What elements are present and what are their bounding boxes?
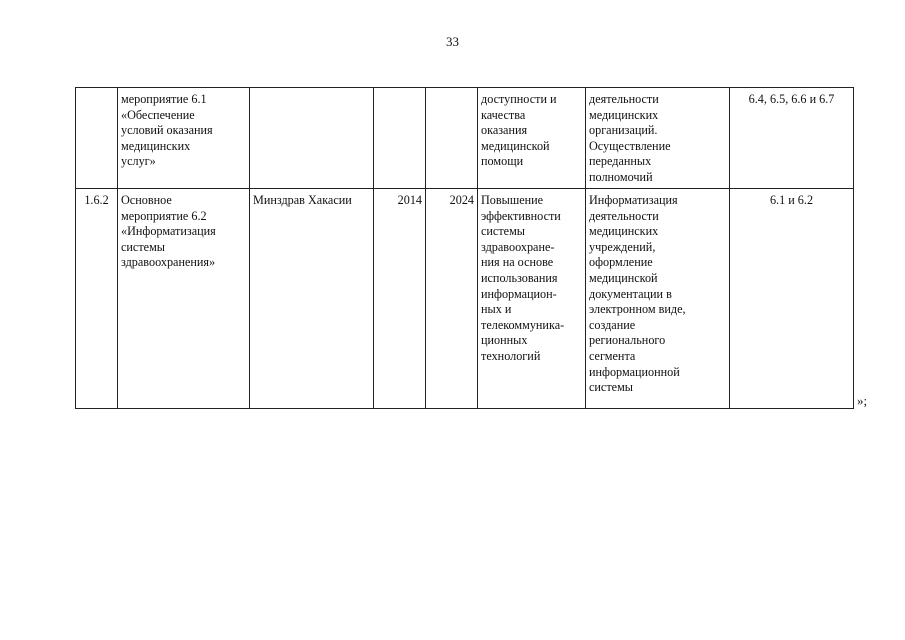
directions-line: системы <box>589 380 633 395</box>
directions-line: учреждений, <box>589 239 656 254</box>
program-activities-table <box>75 87 854 409</box>
indicators-cell: 6.1 и 6.2 <box>730 189 854 409</box>
event-line: мероприятие 6.1 <box>121 92 207 106</box>
directions-line: электронном виде, <box>589 302 686 317</box>
event-line: мероприятие 6.2 <box>121 208 207 223</box>
directions-line: медицинских <box>589 224 659 239</box>
directions-line: Информатизация <box>589 193 678 207</box>
event-line: системы <box>121 239 165 254</box>
directions-line: создание <box>589 317 636 332</box>
start-year-cell <box>374 88 426 189</box>
directions-line: медицинских <box>589 107 659 122</box>
directions-line: деятельности <box>589 208 659 223</box>
event-cell <box>118 88 250 189</box>
executor-cell <box>250 88 374 189</box>
directions-line: информационной <box>589 364 680 379</box>
event-line: здравоохранения» <box>121 255 216 270</box>
result-line: ционных <box>481 333 528 348</box>
directions-line: деятельности <box>589 92 659 106</box>
closing-quote-suffix: »; <box>857 393 868 408</box>
directions-line: организаций. <box>589 123 658 138</box>
event-line: условий оказания <box>121 123 213 138</box>
result-cell <box>478 189 586 409</box>
result-line: Повышение <box>481 193 544 207</box>
result-line: доступности и <box>481 92 557 106</box>
result-line: качества <box>481 107 526 122</box>
result-line: информацион- <box>481 286 557 301</box>
directions-line: документации в <box>589 286 672 301</box>
directions-line: оформление <box>589 255 653 270</box>
directions-line: переданных <box>589 154 652 169</box>
directions-line: полномочий <box>589 169 653 184</box>
event-line: услуг» <box>121 154 156 169</box>
start-year-cell: 2014 <box>374 189 426 409</box>
directions-line: сегмента <box>589 348 636 363</box>
page-number: 33 <box>446 34 459 49</box>
result-line: здравоохране- <box>481 239 555 254</box>
result-cell <box>478 88 586 189</box>
row-number-cell <box>76 88 118 189</box>
result-line: эффективности <box>481 208 561 223</box>
result-line: ния на основе <box>481 255 554 270</box>
executor-cell: Минздрав Хакасии <box>250 189 374 409</box>
directions-line: Осуществление <box>589 138 671 153</box>
result-line: телекоммуника- <box>481 317 565 332</box>
directions-cell <box>586 88 730 189</box>
event-line: «Обеспечение <box>121 107 195 122</box>
result-line: ных и <box>481 302 512 317</box>
result-line: оказания <box>481 123 528 138</box>
result-line: медицинской <box>481 138 550 153</box>
directions-line: регионального <box>589 333 666 348</box>
table-row <box>76 88 854 189</box>
end-year-cell: 2024 <box>426 189 478 409</box>
end-year-cell <box>426 88 478 189</box>
result-line: технологий <box>481 348 541 363</box>
table-row <box>76 189 854 409</box>
event-line: медицинских <box>121 138 191 153</box>
row-number-cell: 1.6.2 <box>76 189 118 409</box>
event-line: Основное <box>121 193 172 207</box>
result-line: помощи <box>481 154 524 169</box>
directions-cell <box>586 189 730 409</box>
result-line: системы <box>481 224 525 239</box>
event-cell <box>118 189 250 409</box>
directions-line: медицинской <box>589 270 658 285</box>
result-line: использования <box>481 270 558 285</box>
indicators-cell: 6.4, 6.5, 6.6 и 6.7 <box>730 88 854 189</box>
event-line: «Информатизация <box>121 224 216 239</box>
